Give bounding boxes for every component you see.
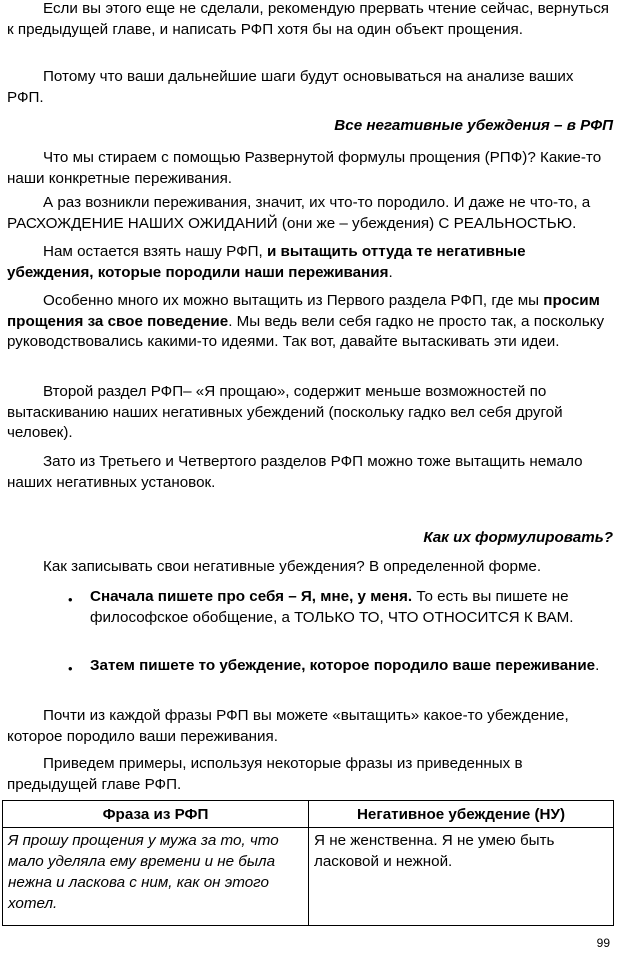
paragraph-first-section: [7, 291, 613, 353]
paragraph-third-fourth: Зато из Третьего и Четвертого разделов РФП можно тоже вытащить немало наших негативных установок.: [7, 453, 583, 491]
bullet-icon: •: [68, 592, 73, 607]
paragraph-erase: Что мы стираем с помощью Развернутой формулы прощения (РПФ)? Какие-то наши конкретные переживания.: [7, 149, 602, 187]
paragraph-every-phrase: Почти из каждой фразы РФП вы можете «вытащить» какое-то убеждение, которое породило ваши переживания.: [7, 707, 569, 745]
bold-run: Затем пишете то убеждение, которое породило ваше переживание: [90, 657, 596, 674]
table-header-phrase: Фраза из РФП: [3, 801, 309, 828]
paragraph-intro: Если вы этого еще не сделали, рекомендую прервать чтение сейчас, вернуться к предыдущей главе, и написать РФП хотя бы на один объект прощения.: [7, 0, 610, 38]
section-heading-beliefs: Все негативные убеждения – в РФП: [334, 117, 613, 134]
bold-run: просим прощения за свое поведение: [7, 292, 600, 330]
table-row: [3, 828, 614, 926]
beliefs-table: [2, 800, 614, 926]
text-run: Нам остается взять нашу РФП,: [43, 243, 267, 260]
bullet-text: [90, 656, 605, 677]
page-number: 99: [596, 936, 610, 950]
table-cell-phrase: Я прошу прощения у мужа за то, что мало уделяла ему времени и не была нежна и ласкова с ним, как он этого хотел.: [3, 828, 309, 926]
paragraph-discrepancy: А раз возникли переживания, значит, их что-то породило. И даже не что-то, а РАСХОЖДЕНИЕ НАШИХ ОЖИДАНИЙ (они же – убеждения) С РЕАЛЬНОСТЬЮ.: [7, 194, 591, 232]
text-run: .: [388, 263, 393, 281]
paragraph-examples: Приведем примеры, используя некоторые фразы из приведенных в предыдущей главе РФП.: [7, 755, 523, 793]
bullet-item-2: [0, 656, 620, 698]
text-run: .: [595, 657, 600, 674]
table-header-belief: Негативное убеждение (НУ): [309, 801, 614, 828]
paragraph-take-rfp: [7, 242, 613, 283]
bullet-icon: •: [68, 661, 73, 676]
text-run: То есть вы пишете не философское обобщение, а ТОЛЬКО ТО, ЧТО ОТНОСИТСЯ К ВАМ.: [90, 588, 574, 626]
paragraph-second-section: Второй раздел РФП– «Я прощаю», содержит меньше возможностей по вытаскиванию наших негативных убеждений (поскольку гадко вел себя другой человек).: [7, 383, 563, 442]
text-run: . Мы ведь вели себя гадко не просто так, а поскольку руководствовались какими-то идеями. Так вот, давайте вытаскивать эти идеи.: [7, 312, 605, 351]
paragraph-steps: Потому что ваши дальнейшие шаги будут основываться на анализе ваших РФП.: [7, 68, 574, 106]
text-run: Особенно много их можно вытащить из Первого раздела РФП, где мы: [43, 292, 544, 309]
bullet-text: [90, 587, 605, 628]
section-heading-formulate: Как их формулировать?: [423, 529, 613, 546]
bold-run: и вытащить оттуда те негативные убеждения, которые породили наши переживания: [7, 243, 526, 281]
table-header-row: [3, 801, 614, 828]
table-cell-belief: Я не женственна. Я не умею быть ласковой и нежной.: [309, 828, 614, 926]
paragraph-how-write: Как записывать свои негативные убеждения? В определенной форме.: [43, 558, 542, 575]
bold-run: Сначала пишете про себя – Я, мне, у меня.: [90, 588, 413, 605]
bullet-item-1: [0, 587, 620, 649]
